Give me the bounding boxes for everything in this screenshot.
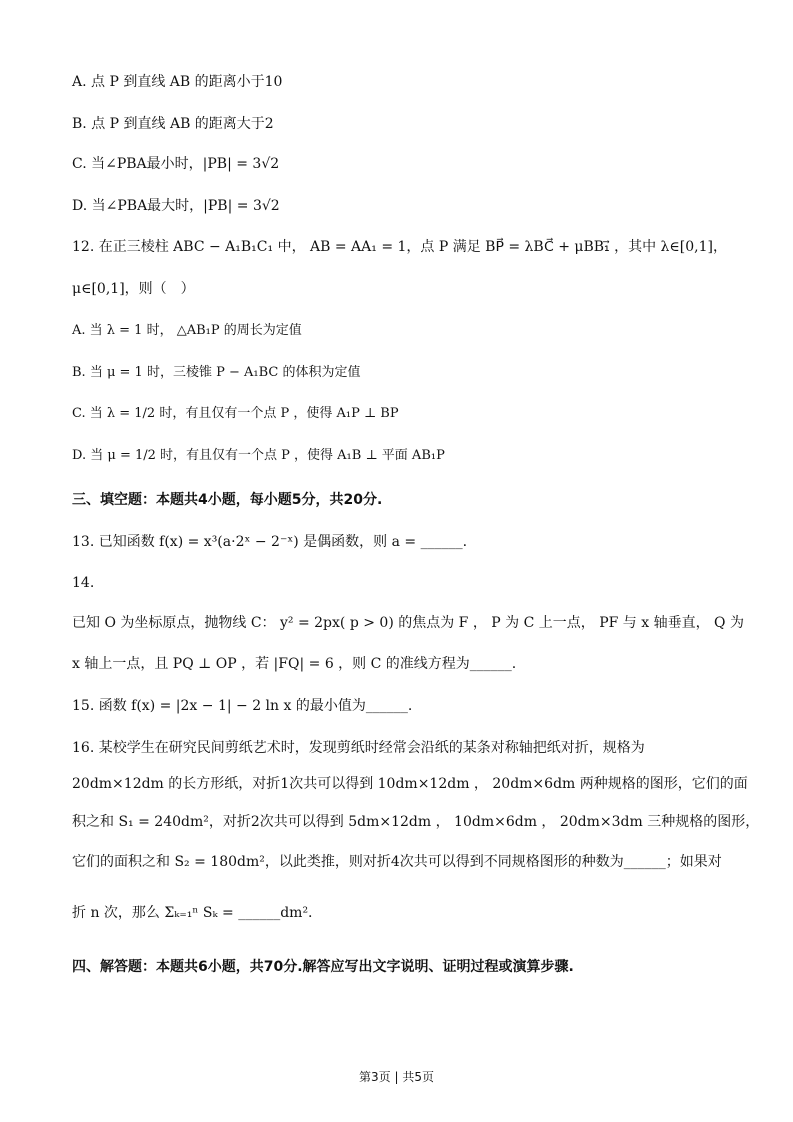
page-footer: 第3页 | 共5页: [359, 1070, 434, 1084]
q16-line4: 它们的面积之和 S₂ = 180dm²，以此类推，则对折4次共可以得到不同规格图形的种数为______；如果对: [72, 854, 722, 870]
q15-text: 15. 函数 f(x) = |2x − 1| − 2 ln x 的最小值为______.: [72, 698, 413, 714]
q12-option-c: C. 当 λ = 1/2 时，有且仅有一个点 P ，使得 A₁P ⊥ BP: [72, 406, 399, 421]
q11-option-a: A. 点 P 到直线 AB 的距离小于10: [72, 74, 283, 90]
section-4-title: 四、解答题：本题共6小题，共70分.解答应写出文字说明、证明过程或演算步骤.: [72, 959, 574, 975]
q14-number: 14.: [72, 575, 95, 591]
q16-line1: 16. 某校学生在研究民间剪纸艺术时，发现剪纸时经常会沿纸的某条对称轴把纸对折，规格为: [72, 740, 645, 756]
q12-stem-line1: 12. 在正三棱柱 ABC − A₁B₁C₁ 中， AB = AA₁ = 1，点 P 满足 BP⃗ = λBC⃗ + μBB₁⃗ ，其中 λ∈[0,1]，: [72, 239, 727, 255]
q13-text: 13. 已知函数 f(x) = x³(a·2ˣ − 2⁻ˣ) 是偶函数，则 a = ______.: [72, 534, 468, 550]
q14-line1: 已知 O 为坐标原点，抛物线 C： y² = 2px( p > 0) 的焦点为 F ， P 为 C 上一点， PF 与 x 轴垂直， Q 为: [72, 615, 744, 631]
q16-line3: 积之和 S₁ = 240dm²，对折2次共可以得到 5dm×12dm ， 10dm×6dm ， 20dm×3dm 三种规格的图形，: [72, 814, 760, 830]
q14-line2: x 轴上一点，且 PQ ⊥ OP ，若 |FQ| = 6 ，则 C 的准线方程为______.: [72, 656, 517, 672]
q16-line5: 折 n 次，那么 Σₖ₌₁ⁿ Sₖ = ______dm².: [72, 905, 313, 921]
q12-option-a: A. 当 λ = 1 时， △AB₁P 的周长为定值: [72, 323, 302, 338]
q11-option-b: B. 点 P 到直线 AB 的距离大于2: [72, 116, 274, 132]
q12-option-b: B. 当 μ = 1 时，三棱锥 P − A₁BC 的体积为定值: [72, 365, 361, 380]
section-3-title: 三、填空题：本题共4小题，每小题5分，共20分.: [72, 492, 383, 508]
q12-stem-line2: μ∈[0,1]，则（ ）: [72, 281, 195, 297]
q11-option-d: D. 当∠PBA最大时，|PB| = 3√2: [72, 198, 280, 214]
q11-option-c: C. 当∠PBA最小时，|PB| = 3√2: [72, 156, 280, 172]
q16-line2: 20dm×12dm 的长方形纸，对折1次共可以得到 10dm×12dm ， 20dm×6dm 两种规格的图形，它们的面: [72, 776, 748, 792]
q12-option-d: D. 当 μ = 1/2 时，有且仅有一个点 P ，使得 A₁B ⊥ 平面 AB₁P: [72, 448, 445, 463]
